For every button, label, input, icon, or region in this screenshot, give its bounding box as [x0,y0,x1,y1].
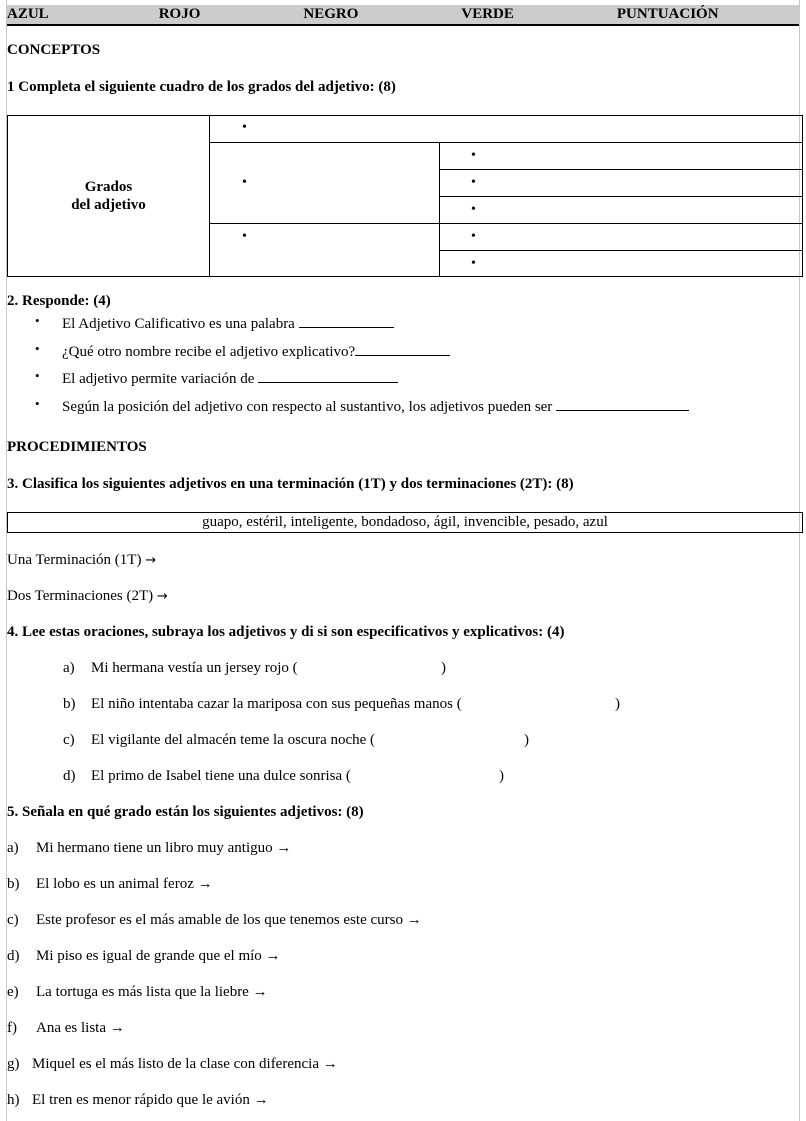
divider [439,169,803,170]
q5-item-letter: a) [7,840,19,856]
q2-item-text: ¿Qué otro nombre recibe el adjetivo explicativo? [62,341,450,361]
q3-title: 3. Clasifica los siguientes adjetivos en una terminación (1T) y dos terminaciones (2T): (8) [7,476,574,492]
q5-item-letter: d) [7,948,20,964]
label-line-1: Grados [84,179,133,195]
q5-item-text: Mi hermano tiene un libro muy antiguo → [36,840,292,856]
q5-item-letter: f) [7,1020,17,1036]
field-puntuacion [617,5,779,24]
divider [209,116,210,276]
two-terminations-label: Dos Terminaciones (2T) [7,588,154,604]
q4-close-paren: ) [499,768,504,784]
q5-item-letter: h) [7,1092,20,1108]
one-termination-row [7,552,156,569]
q4-item-letter: a) [63,660,75,676]
grades-table-label [8,116,209,276]
q5-item-letter: g) [7,1056,20,1072]
cell-grade-2c[interactable]: • [471,202,476,217]
q5-item-text: Ana es lista → [36,1020,125,1036]
q2-title: 2. Responde: (4) [7,293,111,309]
cell-grade-1[interactable]: • [242,120,247,135]
bullet-icon: • [35,396,40,411]
bullet-icon: • [35,341,40,356]
field-label-negro: NEGRO [303,6,359,22]
divider [439,142,440,276]
q4-item-text: El niño intentaba cazar la mariposa con sus pequeñas manos ( [91,696,462,712]
grades-table [7,115,803,277]
q4-title: 4. Lee estas oraciones, subraya los adjetivos y di si son especificativos y explicativos: (4) [7,624,565,640]
cell-grade-3[interactable]: • [242,229,247,244]
q4-item-text: El vigilante del almacén teme la oscura noche ( [91,732,376,748]
divider [209,223,803,224]
field-negro [303,5,461,24]
q1-title: 1 Completa el siguiente cuadro de los grados del adjetivo: (8) [7,79,396,95]
blank-puntuacion[interactable] [719,9,779,24]
q5-item-text: Mi piso es igual de grande que el mío → [36,948,281,964]
q5-item-text: Este profesor es el más amable de los que tenemos este curso → [36,912,422,928]
q4-item-text: Mi hermana vestía un jersey rojo ( [91,660,298,676]
field-rojo [159,5,304,24]
adjectives-box: guapo, estéril, inteligente, bondadoso, ágil, invencible, pesado, azul [7,512,803,533]
field-label-rojo: ROJO [158,6,201,22]
q4-close-paren: ) [524,732,529,748]
q4-close-paren: ) [615,696,620,712]
answer-blank[interactable] [556,396,689,411]
field-label-verde: VERDE [461,6,514,22]
field-azul [7,5,159,24]
q2-item-text: El adjetivo permite variación de [62,368,398,388]
q4-item-text: El primo de Isabel tiene una dulce sonrisa ( [91,768,351,784]
blank-rojo[interactable] [200,9,303,24]
q5-title: 5. Señala en qué grado están los siguientes adjetivos: (8) [7,804,364,820]
arrow-right-icon: → [145,553,157,568]
worksheet-page [6,0,800,1121]
q4-item-letter: c) [63,732,75,748]
cell-grade-2[interactable]: • [242,175,247,190]
divider [439,250,803,251]
cell-grade-3b[interactable]: • [471,256,476,271]
blank-azul[interactable] [49,9,159,24]
divider [209,142,803,143]
field-label-puntuacion: PUNTUACIÓN [616,6,719,22]
section-procedimientos: PROCEDIMIENTOS [7,439,147,455]
field-label-azul: AZUL [7,6,49,22]
q5-item-letter: c) [7,912,19,928]
one-termination-label: Una Terminación (1T) [7,552,142,568]
answer-blank[interactable] [355,341,450,356]
q2-item-text: Según la posición del adjetivo con respecto al sustantivo, los adjetivos pueden ser [62,396,689,416]
section-conceptos: CONCEPTOS [7,42,101,58]
arrow-right-icon: → [156,589,168,604]
two-terminations-row [7,588,168,605]
cell-grade-2b[interactable]: • [471,175,476,190]
answer-blank[interactable] [299,313,394,328]
q5-item-letter: e) [7,984,19,1000]
q5-item-text: El tren es menor rápido que le avión → [32,1092,269,1108]
q5-item-text: Miquel es el más listo de la clase con diferencia → [32,1056,338,1072]
label-line-2: del adjetivo [71,197,146,213]
blank-negro[interactable] [358,9,461,24]
bullet-icon: • [35,368,40,383]
answer-blank[interactable] [258,368,398,383]
q5-item-letter: b) [7,876,20,892]
divider [439,196,803,197]
blank-verde[interactable] [514,9,617,24]
cell-grade-2a[interactable]: • [471,148,476,163]
q4-close-paren: ) [441,660,446,676]
q4-item-letter: b) [63,696,76,712]
cell-grade-3a[interactable]: • [471,229,476,244]
q2-item-text: El Adjetivo Calificativo es una palabra [62,313,394,333]
q5-item-text: El lobo es un animal feroz → [36,876,213,892]
field-verde [461,5,617,24]
q5-item-text: La tortuga es más lista que la liebre → [36,984,268,1000]
q4-item-letter: d) [63,768,76,784]
bullet-icon: • [35,313,40,328]
header-bar [7,5,799,26]
